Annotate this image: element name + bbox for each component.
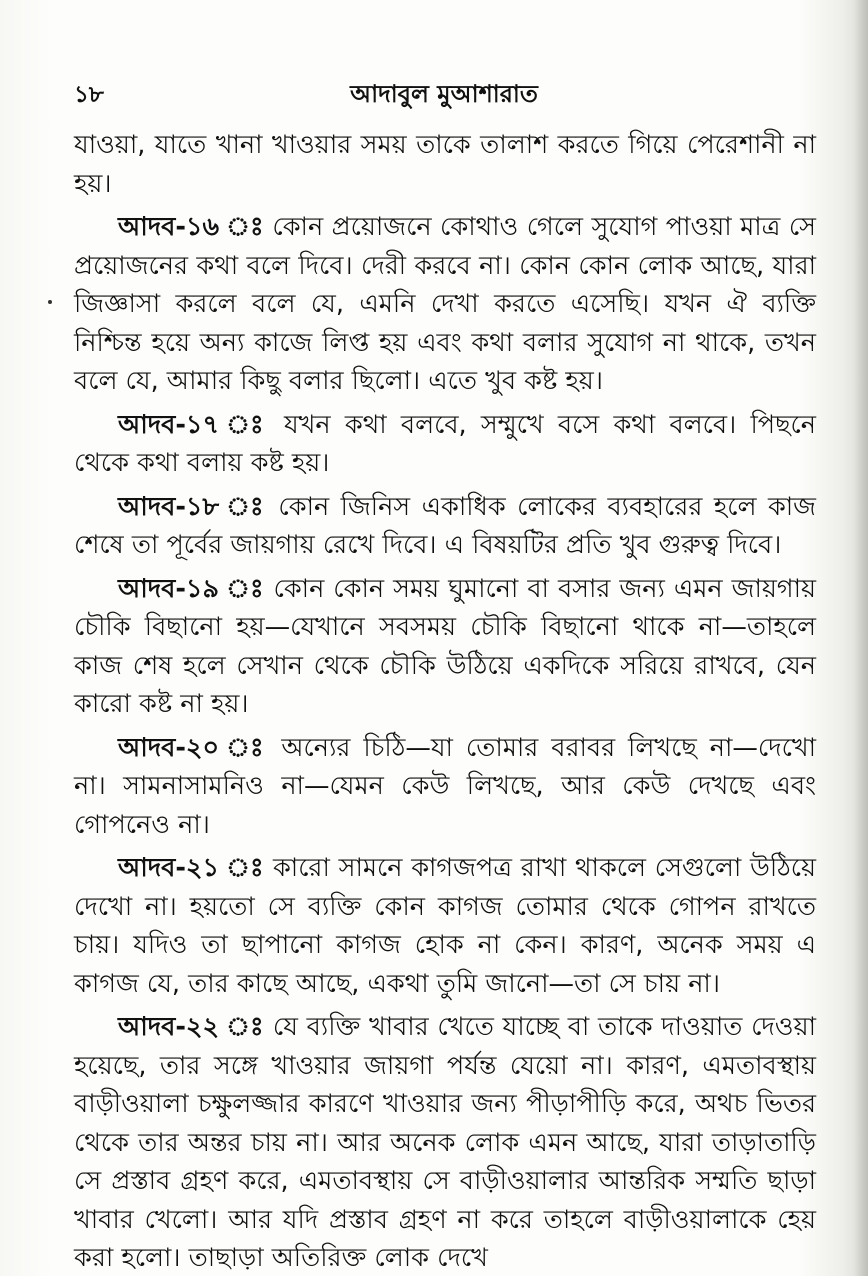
paragraph-text: কোন কোন সময় ঘুমানো বা বসার জন্য এমন জায়গায় চৌকি বিছানো হয়—যেখানে সবসময় চৌকি বিছানো থাকে না—তাহলে কাজ শেষ হলে সেখান থেকে চৌকি উঠিয়ে একদিকে সরিয়ে রাখবে, যেন কারো কষ্ট না হয়। [74,573,817,719]
paragraph-text: অন্যের চিঠি—যা তোমার বরাবর লিখছে না—দেখো না। সামনাসামনিও না—যেমন কেউ লিখছে, আর কেউ দেখছে এবং গোপনেও না। [74,732,816,840]
adab-label: আদব-১৮ ঃ [118,491,267,522]
paragraph-text: কারো সামনে কাগজপত্র রাখা থাকলে সেগুলো উঠিয়ে দেখো না। হয়তো সে ব্যক্তি কোন কাগজ তোমার থেকে গোপন রাখতে চায়। যদিও তা ছাপানো কাগজ হোক না কেন। কারণ, অনেক সময় এ কাগজ যে, তার কাছে আছে, একথা তুমি জানো—তা সে চায় না। [74,853,817,999]
paragraph-adab-17 [74,406,816,483]
paragraph-adab-21 [74,849,816,1003]
paragraph-adab-18 [74,488,816,565]
body-text [74,126,816,1276]
adab-label: আদব-২০ ঃ [118,732,269,763]
paragraph-text: কোন প্রয়োজনে কোথাও গেলে সুযোগ পাওয়া মাত্র সে প্রয়োজনের কথা বলে দিবে। দেরী করবে না। কোন কোন লোক আছে, যারা জিজ্ঞাসা করলে বলে যে, এমনি দেখা করতে এসেছি। যখন ঐ ব্যক্তি নিশ্চিন্ত হয়ে অন্য কাজে লিপ্ত হয় এবং কথা বলার সুযোগ না থাকে, তখন বলে যে, আমার কিছু বলার ছিলো। এতে খুব কষ্ট হয়। [74,212,817,396]
page-header [74,76,814,110]
paragraph-text: যাওয়া, যাতে খানা খাওয়ার সময় তাকে তালাশ করতে গিয়ে পেরেশানী না হয়। [74,130,816,199]
adab-label: আদব-১৬ ঃ [118,212,264,242]
paragraph-adab-16 [74,208,816,401]
paragraph-continuation [74,126,816,203]
paragraph-text: কোন জিনিস একাধিক লোকের ব্যবহারের হলে কাজ শেষে তা পূর্বের জায়গায় রেখে দিবে। এ বিষয়টির প্রতি খুব গুরুত্ব দিবে। [74,491,816,560]
page-edge-shadow [854,0,868,1276]
paragraph-adab-20 [74,729,816,845]
adab-label: আদব-১৭ ঃ [118,409,270,440]
running-title: আদাবুল মুআশারাত [350,80,538,108]
adab-label: আদব-১৯ ঃ [118,573,265,604]
paragraph-text: যখন কথা বলবে, সম্মুখে বসে কথা বলবে। পিছনে থেকে কথা বলায় কষ্ট হয়। [74,409,816,478]
paragraph-adab-22 [74,1008,816,1276]
print-speck [48,300,52,304]
adab-label: আদব-২১ ঃ [118,853,265,883]
page-number: ১৮ [74,82,104,108]
paragraph-adab-19 [74,570,816,724]
paragraph-text: যে ব্যক্তি খাবার খেতে যাচ্ছে বা তাকে দাওয়াত দেওয়া হয়েছে, তার সঙ্গে খাওয়ার জায়গা পর্যন্ত যেয়ো না। কারণ, এমতাবস্থায় বাড়ীওয়ালা চক্ষুলজ্জার কারণে খাওয়ার জন্য পীড়াপীড়ি করে, অথচ ভিতর থেকে তার অন্তর চায় না। আর অনেক লোক এমন আছে, যারা তাড়াতাড়ি সে প্রস্তাব গ্রহণ করে, এমতাবস্থায় সে বাড়ীওয়ালার আন্তরিক সম্মতি ছাড়া খাবার খেলো। আর যদি প্রস্তাব গ্রহণ না করে তাহলে বাড়ীওয়ালাকে হেয় করা হলো। তাছাড়া অতিরিক্ত লোক দেখে [74,1012,816,1273]
adab-label: আদব-২২ ঃ [118,1012,265,1042]
